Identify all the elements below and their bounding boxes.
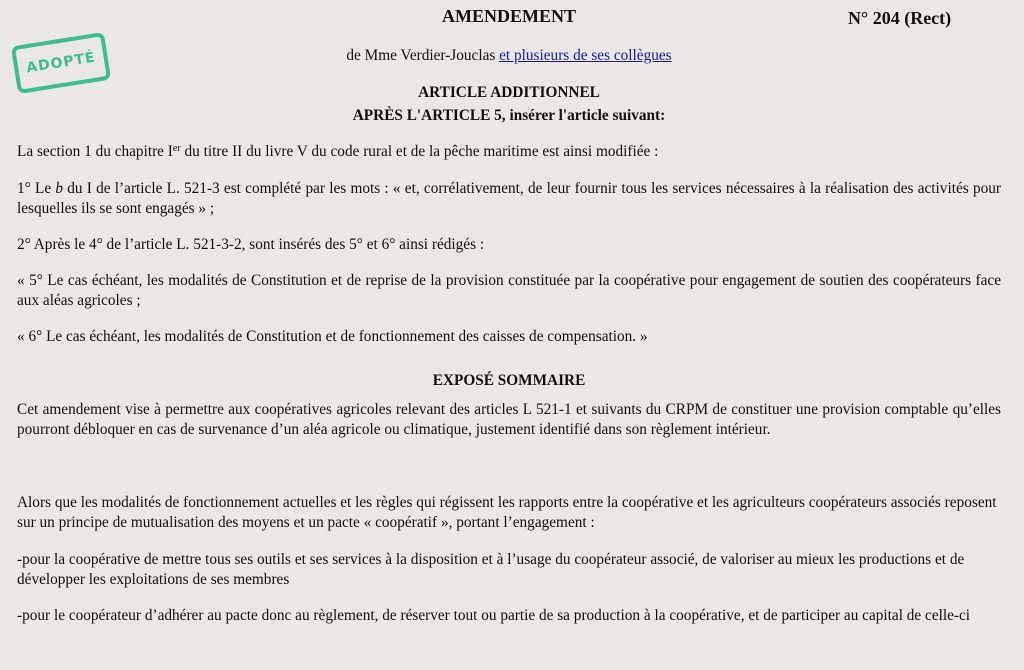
expose-paragraph-3: -pour la coopérative de mettre tous ses outils et ses services à la disposition et à l’usage du coopérateur associé, de valoriser au mieux les productions et de développer les exploitations de ses membres	[17, 551, 965, 588]
expose-paragraph-2: Alors que les modalités de fonctionnement actuelles et les règles qui régissent les rapports entre la coopérative et les agriculteurs coopérateurs associés reposent sur un principe de mutualisation des moyens et un pacte « coopératif », portant l’engagement :	[17, 494, 997, 531]
expose-paragraph-4: -pour le coopérateur d’adhérer au pacte donc au règlement, de réserver tout ou partie de sa production à la coopérative, et de participer au capital de celle-ci	[17, 607, 971, 624]
article-heading: ARTICLE ADDITIONNEL	[418, 84, 600, 101]
authors-prefix: de Mme Verdier-Jouclas	[346, 47, 500, 64]
article-paragraph-3: « 5° Le cas échéant, les modalités de Constitution et de reprise de la provision constituée par la coopérative pour engagement de soutien des coopérateurs face aux aléas agricoles ;	[17, 272, 1001, 309]
stamp-label: ADOPTÉ	[25, 49, 97, 77]
amendment-title: AMENDEMENT	[442, 6, 576, 26]
colleagues-link[interactable]: et plusieurs de ses collègues	[499, 47, 672, 64]
intro-superscript: er	[172, 143, 181, 154]
article-paragraph-2: 2° Après le 4° de l’article L. 521-3-2, sont insérés des 5° et 6° ainsi rédigés :	[17, 236, 485, 253]
p1-italic: b	[55, 180, 64, 197]
expose-heading: EXPOSÉ SOMMAIRE	[432, 372, 586, 389]
article-subheading: APRÈS L'ARTICLE 5, insérer l'article suivant:	[352, 107, 666, 124]
article-paragraph-4: « 6° Le cas échéant, les modalités de Constitution et de fonctionnement des caisses de compensation. »	[17, 328, 648, 345]
article-intro	[17, 142, 1001, 162]
expose-paragraph-1: Cet amendement vise à permettre aux coopératives agricoles relevant des articles L 521-1 et suivants du CRPM de constituer une provision comptable qu’elles pourront débloquer en cas de survenance d’un aléa agricole ou climatique, justement identifié dans son règlement intérieur.	[17, 401, 1001, 438]
amendment-number: N° 204 (Rect)	[848, 8, 952, 28]
p1-text-before: 1° Le	[17, 180, 56, 197]
intro-text-before: La section 1 du chapitre I	[17, 143, 173, 160]
p1-text-after: du I de l’article L. 521-3 est complété par les mots : « et, corrélativement, de leur fournir tous les services nécessaires à la réalisation des activités pour lesquelles ils se sont engagés » ;	[17, 180, 1001, 217]
authors-line	[0, 47, 1018, 65]
intro-text-after: du titre II du livre V du code rural et de la pêche maritime est ainsi modifiée :	[180, 143, 659, 160]
article-paragraph-1	[17, 179, 1001, 218]
